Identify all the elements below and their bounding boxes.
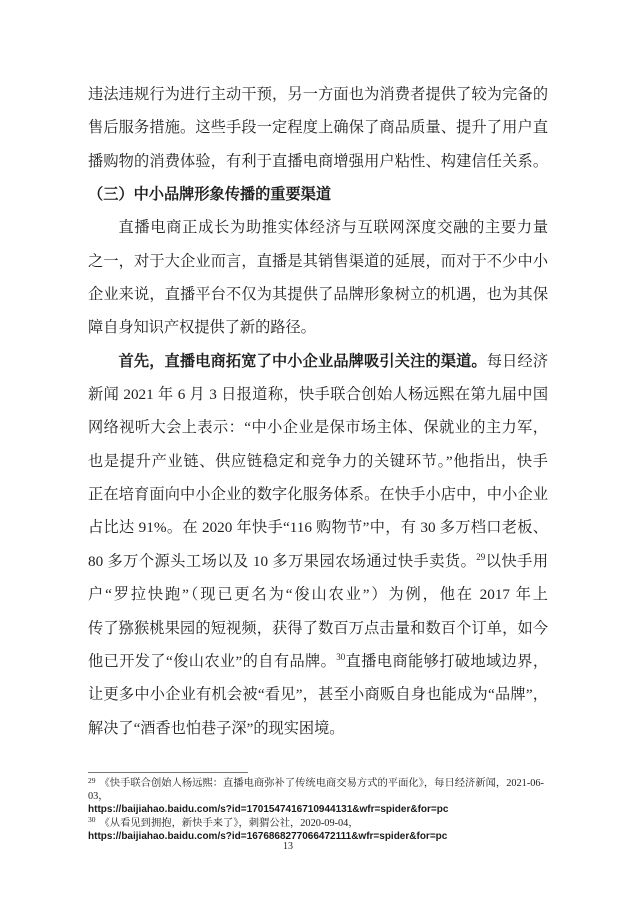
body-line-text: 每日经济 [486, 352, 549, 370]
footnote-number: 29 [88, 775, 96, 785]
body-text [88, 78, 548, 745]
body-line: 解决了“酒香也怕巷子深”的现实困境。 [88, 719, 345, 737]
body-line: 障自身知识产权提供了新的路径。 [88, 319, 316, 337]
body-line-text: 以快手用 [485, 552, 549, 570]
footnote-text: 《快手联合创始人杨远熙：直播电商弥补了传统电商交易方式的平面化》，每日经济新闻，2021-06-03， [88, 778, 544, 803]
footnote-ref-30: 30 [336, 651, 346, 662]
footnote-29 [88, 777, 550, 817]
body-line: 网络视听大会上表示：“中小企业是保市场主体、保就业的主力军， [88, 419, 548, 437]
footnote-url: https://baijiahao.baidu.com/s?id=1701547416710944131&wfr=spider&for=pc [88, 804, 449, 816]
body-line: 新闻 2021 年 6 月 3 日报道称，快手联合创始人杨远熙在第九届中国 [88, 386, 548, 404]
body-line-text: 80 多万个源头工场以及 10 多万果园农场通过快手卖货。 [88, 552, 477, 570]
footnote-url: https://baijiahao.baidu.com/s?id=1676868277066472111&wfr=spider&for=pc [88, 830, 448, 842]
body-line-text: 他已开发了“俊山农业”的自有品牌。 [88, 652, 337, 670]
body-line: 违法违规行为进行主动干预，另一方面也为消费者提供了较为完备的 [88, 86, 548, 103]
body-line: 正在培育面向中小企业的数字化服务体系。在快手小店中，中小企业 [88, 486, 548, 504]
footnote-number: 30 [88, 815, 96, 825]
bold-lead-sentence: 首先，直播电商拓宽了中小企业品牌吸引关注的渠道。 [118, 352, 487, 370]
body-line-text: 直播电商能够打破地域边界， [345, 652, 549, 670]
body-line: 售后服务措施。这些手段一定程度上确保了商品质量、提升了用户直 [88, 119, 548, 137]
body-line: 传了猕猴桃果园的短视频，获得了数百万点击量和数百个订单，如今 [88, 619, 548, 637]
footnote-text: 《从看见到拥抱，新快手来了》，刺猬公社，2020-09-04， [99, 817, 359, 829]
page-number: 13 [283, 841, 293, 852]
body-line [88, 545, 548, 578]
footnote-ref-29: 29 [476, 551, 486, 562]
body-line [88, 345, 548, 378]
body-line [88, 645, 548, 678]
body-line: 直播电商正成长为助推实体经济与互联网深度交融的主要力量 [118, 219, 548, 237]
footnote-30 [88, 817, 550, 843]
body-line: 让更多中小企业有机会被“看见”，甚至小商贩自身也能成为“品牌”， [88, 686, 548, 704]
section-heading: （三）中小品牌形象传播的重要渠道 [88, 186, 331, 204]
footnote-separator [88, 772, 248, 773]
body-line: 户“罗拉快跑”（现已更名为“俊山农业”）为例，他在 2017 年上 [88, 586, 548, 604]
body-line: 之一，对于大企业而言，直播是其销售渠道的延展，而对于不少中小 [88, 252, 548, 270]
body-line: 也是提升产业链、供应链稳定和竞争力的关键环节。”他指出，快手 [88, 452, 548, 470]
body-line: 占比达 91%。在 2020 年快手“116 购物节”中，有 30 多万档口老板、 [88, 519, 548, 537]
body-line: 播购物的消费体验，有利于直播电商增强用户粘性、构建信任关系。 [88, 152, 548, 170]
body-line: 企业来说，直播平台不仅为其提供了品牌形象树立的机遇，也为其保 [88, 286, 548, 304]
footnotes [88, 777, 550, 843]
